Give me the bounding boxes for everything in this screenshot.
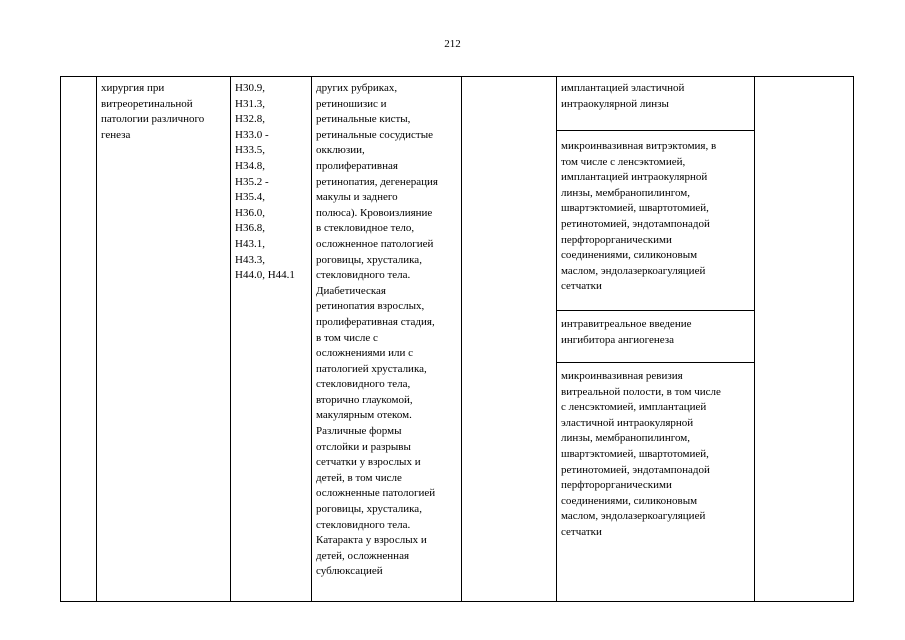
method-line: с ленсэктомией, имплантацией <box>561 401 707 414</box>
diagnosis-line: осложненные патологией <box>316 487 436 500</box>
diagnosis-line: осложнениями или с <box>316 347 414 360</box>
diagnosis-line: Диабетическая <box>316 284 386 297</box>
method-line: маслом, эндолазеркоагуляцией <box>561 510 706 523</box>
page-number: 212 <box>444 38 461 50</box>
profile-line: генеза <box>101 128 131 141</box>
diagnosis-line: макулы и заднего <box>316 191 398 204</box>
icd-code: H36.8, <box>235 222 265 235</box>
icd-code: H31.3, <box>235 97 265 110</box>
method-line: швартэктомией, швартотомией, <box>561 447 709 460</box>
diagnosis-line: окклюзии, <box>316 144 365 157</box>
empty-cell <box>462 77 557 602</box>
method-line: ингибитора ангиогенеза <box>561 333 674 346</box>
procedures-table <box>60 76 854 602</box>
method-line: перфторорганическими <box>561 479 672 492</box>
method-line: микроинвазивная витрэктомия, в <box>561 140 717 152</box>
method-line: перфторорганическими <box>561 233 672 246</box>
profile-line: хирургия при <box>101 82 165 94</box>
method-line: микроинвазивная ревизия <box>561 370 683 382</box>
table-row <box>61 77 854 602</box>
method-line: ретинотомией, эндотампонадой <box>561 217 710 230</box>
profile-line: патологии различного <box>101 113 205 126</box>
icd-code: H35.2 - <box>235 175 269 188</box>
diagnosis-line: Различные формы <box>316 425 402 438</box>
profile-line: витреоретинальной <box>101 97 193 110</box>
diagnosis-line: осложненное патологией <box>316 237 434 250</box>
method-line: соединениями, силиконовым <box>561 249 698 262</box>
icd-code: H43.3, <box>235 253 265 266</box>
method-line: витреальной полости, в том числе <box>561 385 721 398</box>
diagnosis-line: стекловидного тела. <box>316 269 411 282</box>
diagnosis-line: пролиферативная <box>316 159 398 172</box>
method-line: сетчатки <box>561 280 602 293</box>
method-line: линзы, мембранопилингом, <box>561 186 690 199</box>
diagnosis-line: ретинопатия взрослых, <box>316 300 425 313</box>
method-line: имплантацией интраокулярной <box>561 171 708 184</box>
icd-code: H33.5, <box>235 144 265 157</box>
diagnosis-line: полюса). Кровоизлияние <box>316 206 433 219</box>
method-block <box>557 310 754 362</box>
diagnosis-line: ретиношизис и <box>316 97 387 110</box>
diagnosis-line: роговицы, хрусталика, <box>316 503 422 516</box>
method-line: ретинотомией, эндотампонадой <box>561 463 710 476</box>
method-block <box>557 362 754 601</box>
method-block <box>557 77 754 130</box>
method-line: интраокулярной линзы <box>561 97 669 110</box>
diagnosis-line: Катаракта у взрослых и <box>316 534 427 547</box>
diagnosis-line: вторично глаукомой, <box>316 393 413 406</box>
icd-code: H35.4, <box>235 191 265 204</box>
diagnosis-line: других рубриках, <box>316 82 398 94</box>
icd-code: H32.8, <box>235 113 265 126</box>
diagnosis-line: детей, в том числе <box>316 471 402 484</box>
icd-code: H30.9, <box>235 82 265 94</box>
diagnosis-line: сетчатки у взрослых и <box>316 456 421 469</box>
diagnosis-line: в том числе с <box>316 331 378 344</box>
profile-cell <box>97 77 231 602</box>
method-line: том числе с ленсэктомией, <box>561 155 686 168</box>
method-line: сетчатки <box>561 525 602 538</box>
icd-code: H36.0, <box>235 206 265 219</box>
diagnosis-line: ретинальные кисты, <box>316 113 411 126</box>
diagnosis-line: макулярным отеком. <box>316 409 412 422</box>
empty-cell <box>755 77 854 602</box>
diagnosis-line: отслойки и разрывы <box>316 440 411 453</box>
method-line: интравитреальное введение <box>561 318 692 330</box>
icd-code: H44.0, H44.1 <box>235 269 295 282</box>
diagnosis-line: ретинопатия, дегенерация <box>316 175 438 188</box>
diagnosis-line: пролиферативная стадия, <box>316 315 435 328</box>
icd-code: H34.8, <box>235 159 265 172</box>
method-block <box>557 130 754 310</box>
method-line: эластичной интраокулярной <box>561 416 694 429</box>
icd-code: H33.0 - <box>235 128 269 141</box>
diagnosis-line: детей, осложненная <box>316 549 410 562</box>
diagnosis-line: в стекловидное тело, <box>316 222 415 235</box>
diagnosis-line: патологией хрусталика, <box>316 362 427 375</box>
treatment-methods-cell <box>557 77 755 602</box>
method-line: соединениями, силиконовым <box>561 494 698 507</box>
row-number-cell <box>61 77 97 602</box>
method-line: маслом, эндолазеркоагуляцией <box>561 264 706 277</box>
diagnosis-line: роговицы, хрусталика, <box>316 253 422 266</box>
diagnosis-line: стекловидного тела. <box>316 518 411 531</box>
diagnosis-line: ретинальные сосудистые <box>316 128 434 141</box>
icd-codes-cell <box>231 77 312 602</box>
diagnosis-cell <box>312 77 462 602</box>
method-line: линзы, мембранопилингом, <box>561 432 690 445</box>
diagnosis-line: стекловидного тела, <box>316 378 411 391</box>
method-line: швартэктомией, швартотомией, <box>561 202 709 215</box>
diagnosis-line: сублюксацией <box>316 565 383 578</box>
icd-code: H43.1, <box>235 237 265 250</box>
method-line: имплантацией эластичной <box>561 82 685 94</box>
